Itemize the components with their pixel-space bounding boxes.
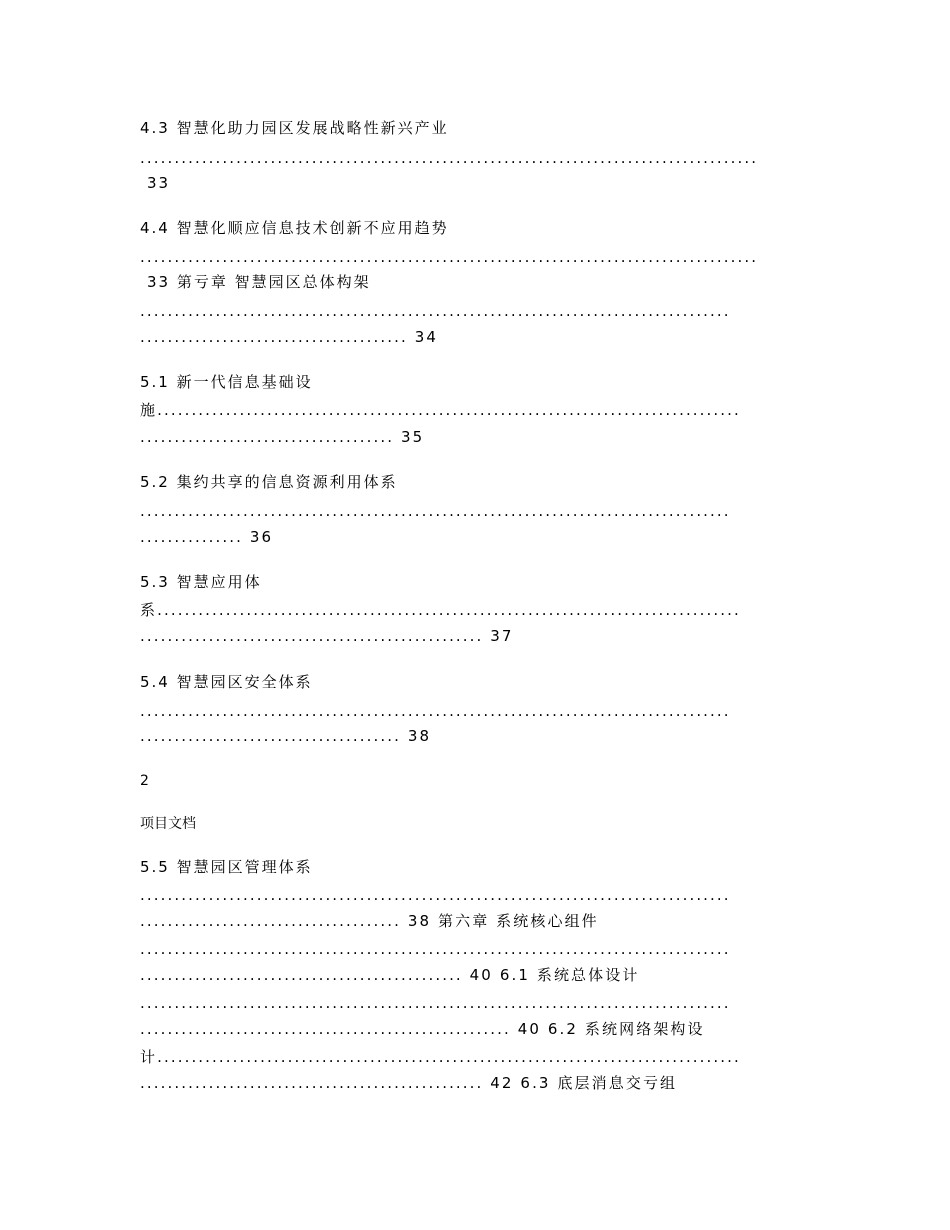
toc-entry-6-1-leader: ......................................................................................: [140, 994, 731, 1012]
toc-entry-5-1-page: ..................................... 35: [140, 428, 425, 446]
page-number: 2: [140, 773, 149, 789]
toc-entry-5-4-leader: ......................................................................................: [140, 702, 731, 720]
toc-chapter6-page-6-1: ............................................... 40 6.1 系统总体设计: [140, 966, 640, 984]
toc-entry-6-1-page-6-2: ...................................................... 40 6.2 系统网络架构设: [140, 1020, 705, 1038]
toc-entry-4-4-title: 4.4 智慧化顺应信息技术创新不应用趋势: [140, 219, 449, 237]
toc-entry-5-2-leader: ......................................................................................: [140, 502, 731, 520]
toc-entry-5-3-title: 5.3 智慧应用体: [140, 573, 262, 591]
toc-entry-5-1-wrap: 施.....................................................................................: [140, 401, 741, 419]
toc-entry-5-3-page: .................................................. 37: [140, 627, 514, 645]
toc-entry-6-2-page-6-3: .................................................. 42 6.3 底层消息交亏组: [140, 1074, 678, 1092]
toc-entry-5-2-page: ............... 36: [140, 528, 274, 546]
toc-entry-4-3-page: 33: [147, 174, 171, 192]
toc-entry-5-3-wrap: 系.....................................................................................: [140, 601, 741, 619]
toc-entry-4-3-leader: ..........................................................................................: [140, 149, 759, 167]
header-label: 项目文档: [140, 816, 196, 832]
toc-entry-5-5-page-chapter6: ...................................... 38 第六章 系统核心组件: [140, 912, 599, 930]
toc-entry-5-2-title: 5.2 集约共享的信息资源利用体系: [140, 473, 398, 491]
toc-chapter6-leader: ......................................................................................: [140, 940, 731, 958]
toc-entry-5-4-page: ...................................... 38: [140, 727, 432, 745]
toc-entry-5-5-leader: ......................................................................................: [140, 886, 731, 904]
toc-entry-5-4-title: 5.4 智慧园区安全体系: [140, 673, 313, 691]
toc-entry-6-2-wrap: 计.....................................................................................: [140, 1048, 741, 1066]
toc-entry-4-4-leader: ..........................................................................................: [140, 248, 759, 266]
toc-chapter5-leader: ......................................................................................: [140, 302, 731, 320]
toc-entry-5-5-title: 5.5 智慧园区管理体系: [140, 858, 313, 876]
toc-entry-5-1-title: 5.1 新一代信息基础设: [140, 373, 313, 391]
toc-entry-4-4-page-chapter5: 33 第亏章 智慧园区总体构架: [147, 273, 371, 291]
toc-chapter5-page: ....................................... 34: [140, 328, 439, 346]
toc-entry-4-3-title: 4.3 智慧化助力园区发展战略性新兴产业: [140, 119, 449, 137]
